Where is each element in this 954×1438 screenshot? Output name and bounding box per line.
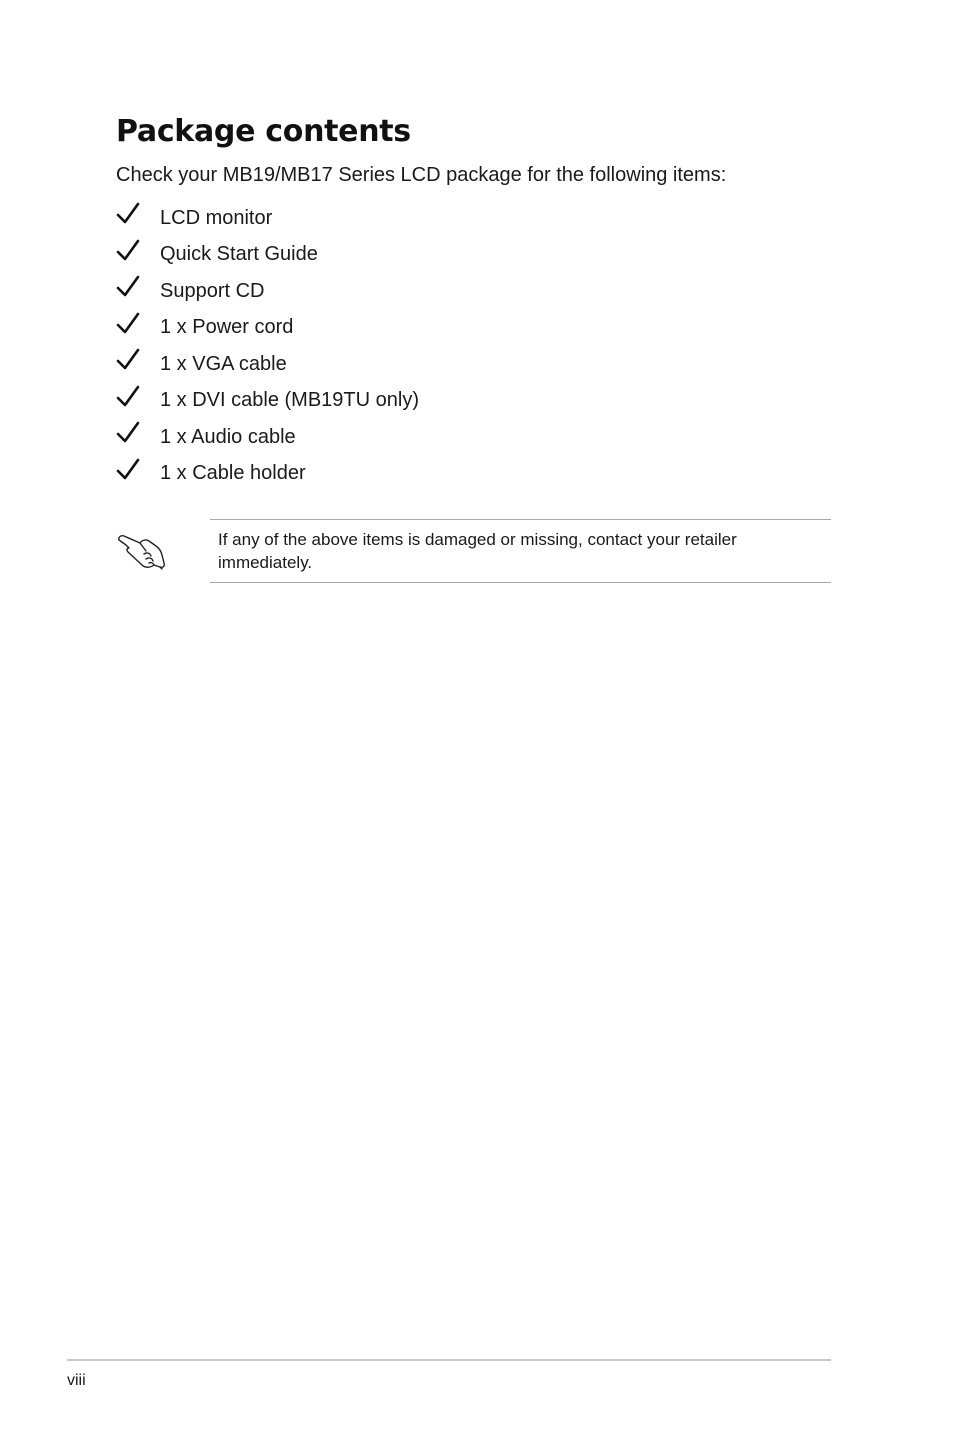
item-label: 1 x Power cord	[160, 316, 294, 339]
item-label: 1 x VGA cable	[160, 352, 287, 375]
check-icon	[116, 348, 140, 372]
item-label: Quick Start Guide	[160, 243, 318, 266]
note-text: If any of the above items is damaged or missing, contact your retailer immediately.	[218, 530, 737, 572]
note-hand-icon	[116, 530, 168, 572]
list-item	[116, 383, 419, 420]
package-items-list	[116, 200, 419, 492]
note-box	[210, 519, 831, 583]
item-label: 1 x DVI cable (MB19TU only)	[160, 389, 419, 412]
check-icon	[116, 239, 140, 263]
item-label: 1 x Cable holder	[160, 462, 306, 485]
list-item	[116, 310, 419, 347]
check-icon	[116, 458, 140, 482]
item-label: Support CD	[160, 279, 265, 302]
page-title: Package contents	[116, 114, 411, 149]
list-item	[116, 419, 419, 456]
list-item	[116, 273, 419, 310]
list-item	[116, 346, 419, 383]
check-icon	[116, 312, 140, 336]
item-label: 1 x Audio cable	[160, 425, 296, 448]
item-label: LCD monitor	[160, 206, 273, 229]
footer-divider	[67, 1359, 831, 1361]
check-icon	[116, 275, 140, 299]
intro-text: Check your MB19/MB17 Series LCD package for the following items:	[116, 164, 727, 186]
check-icon	[116, 385, 140, 409]
list-item	[116, 200, 419, 237]
page-number: viii	[67, 1372, 86, 1389]
list-item	[116, 237, 419, 274]
check-icon	[116, 202, 140, 226]
check-icon	[116, 421, 140, 445]
list-item	[116, 456, 419, 493]
